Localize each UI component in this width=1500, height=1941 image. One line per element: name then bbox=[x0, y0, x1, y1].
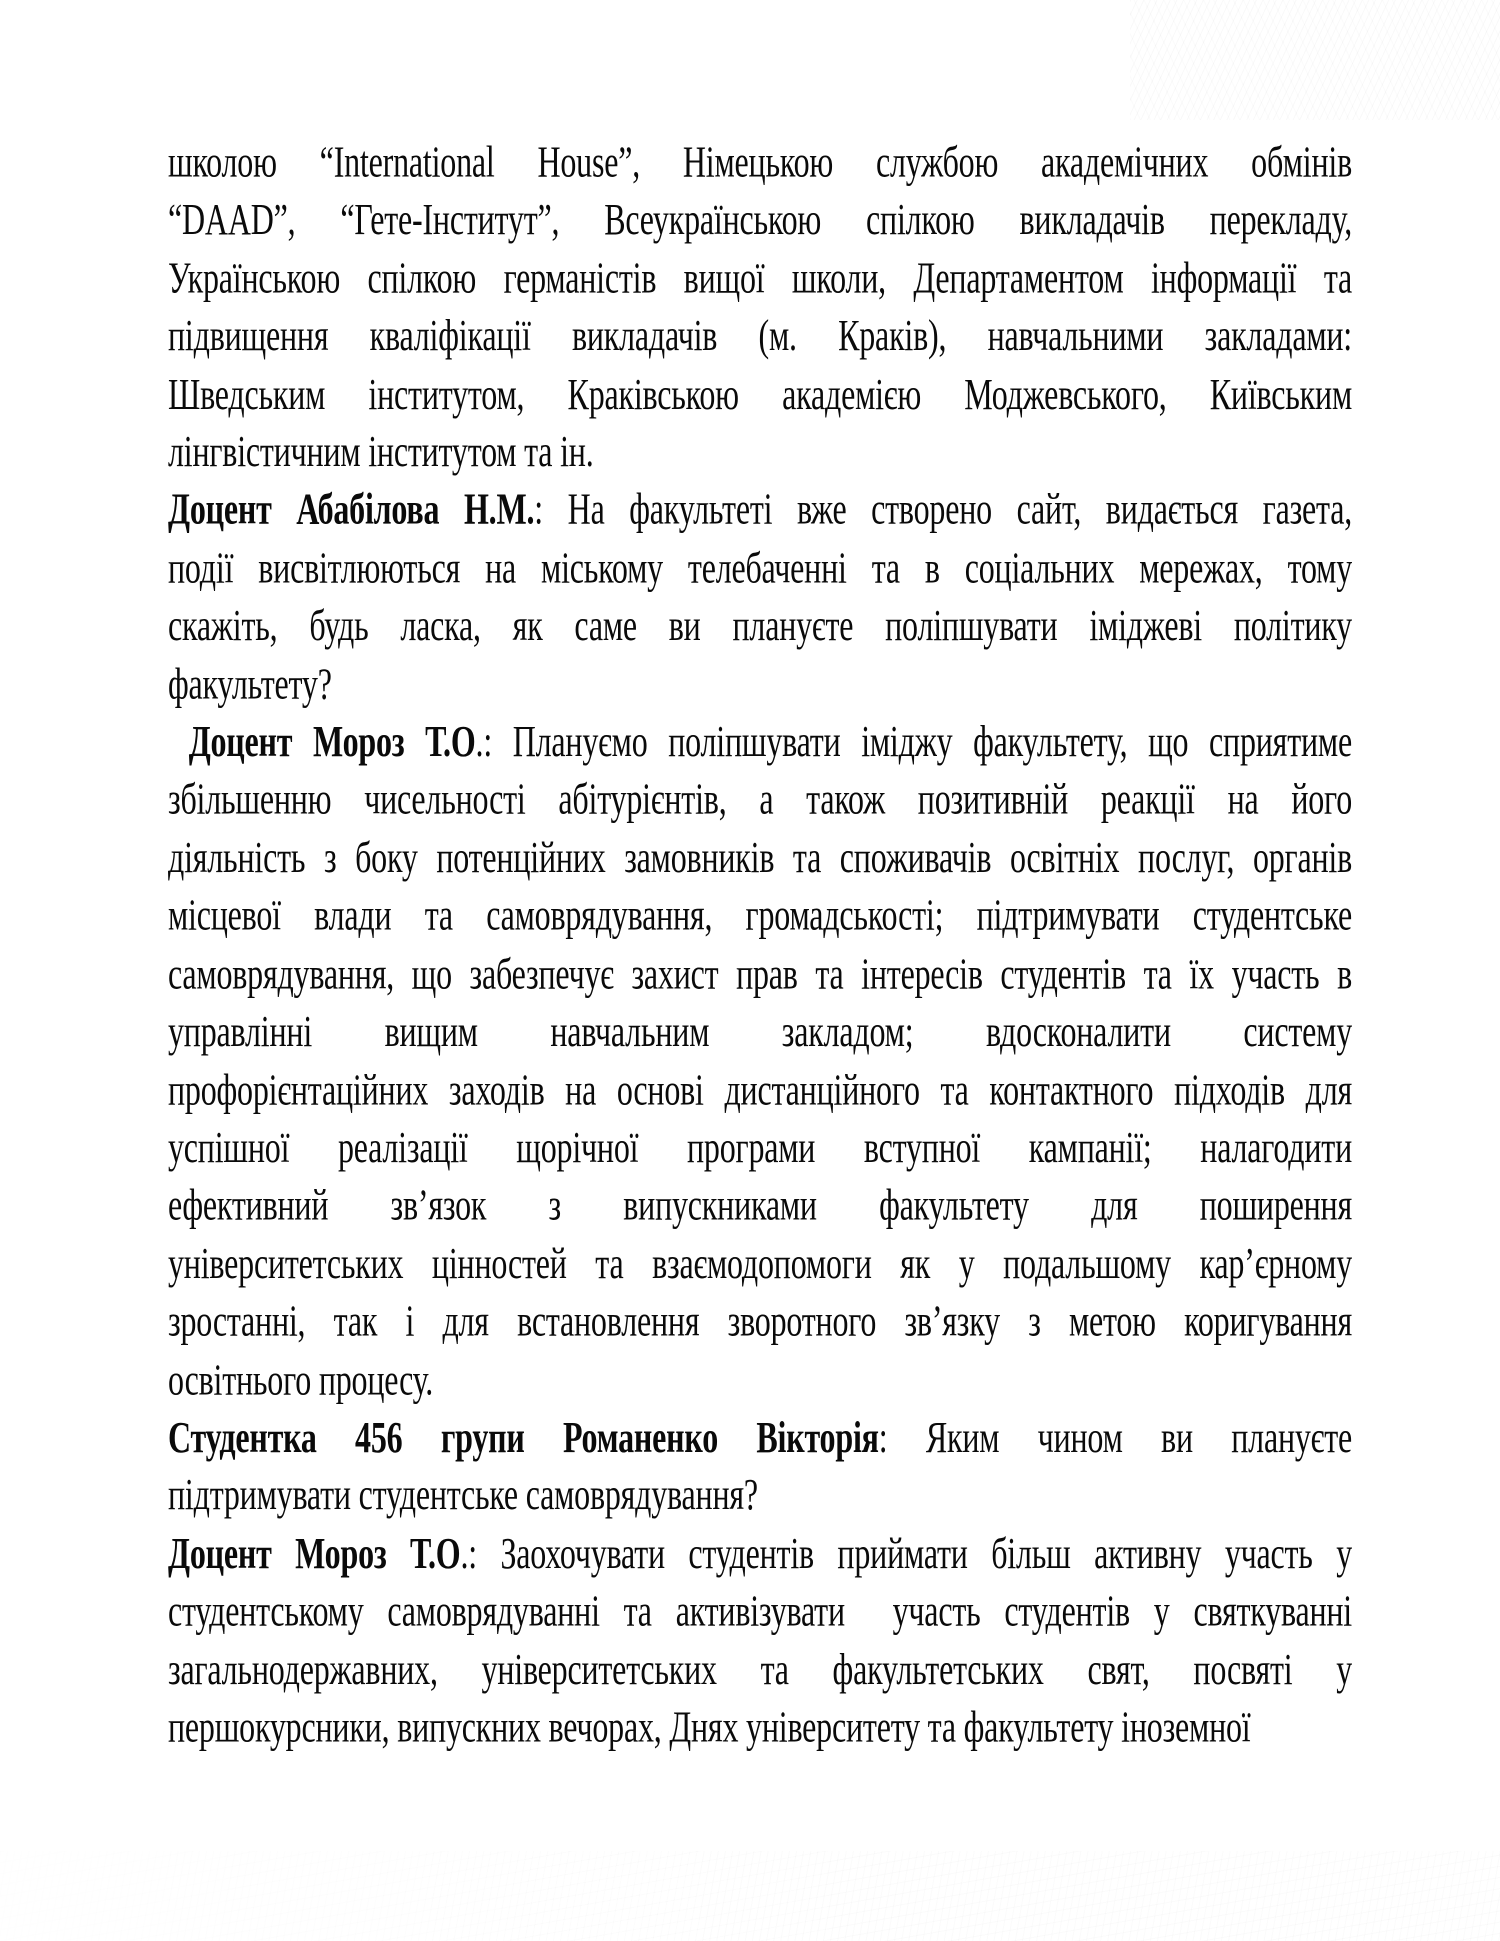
text-segment: успішної реалізації щорічної програми вступної кампанії; налагодити bbox=[168, 1121, 1352, 1172]
text-segment: школою “International House”, Німецькою службою академічних обмінів bbox=[168, 135, 1352, 187]
text-segment: освітнього процесу. bbox=[168, 1353, 434, 1404]
text-line bbox=[168, 1176, 1352, 1234]
text-segment: місцевої влади та самоврядування, громадськості; підтримувати студентське bbox=[168, 889, 1352, 940]
text-line bbox=[168, 1118, 1352, 1176]
text-line bbox=[168, 1408, 1352, 1466]
text-line bbox=[168, 829, 1352, 887]
speaker-name: Доцент Абабілова Н.М. bbox=[168, 483, 535, 535]
text-segment: збільшенню чисельності абітурієнтів, а також позитивній реакції на його bbox=[168, 773, 1352, 824]
text-block bbox=[168, 133, 1352, 1756]
text-line bbox=[168, 249, 1352, 307]
text-line bbox=[168, 1640, 1352, 1698]
text-line bbox=[168, 597, 1352, 655]
text-line bbox=[168, 945, 1352, 1003]
text-line bbox=[168, 481, 1352, 539]
text-segment: управлінні вищим навчальним закладом; вдосконалити систему bbox=[168, 1005, 1352, 1056]
text-line bbox=[168, 1292, 1352, 1350]
text-line bbox=[168, 1061, 1352, 1119]
text-line bbox=[168, 887, 1352, 945]
text-segment: самоврядування, що забезпечує захист прав та інтересів студентів та їх участь в bbox=[168, 947, 1352, 998]
text-segment: .: Заохочувати студентів приймати більш активну участь у bbox=[460, 1527, 1352, 1578]
text-segment: діяльність з боку потенційних замовників та споживачів освітніх послуг, органів bbox=[168, 831, 1352, 882]
text-line bbox=[168, 307, 1352, 365]
text-segment: ефективний зв’язок з випускниками факультету для поширення bbox=[168, 1179, 1352, 1230]
text-segment: профорієнтаційних заходів на основі дистанційного та контактного підходів для bbox=[168, 1063, 1352, 1114]
scan-noise-bottom bbox=[0, 1851, 1500, 1941]
text-line bbox=[168, 1003, 1352, 1061]
speaker-name: Доцент Мороз Т.О bbox=[188, 715, 476, 766]
text-segment: університетських цінностей та взаємодопомоги як у подальшому кар’єрному bbox=[168, 1237, 1352, 1288]
text-segment: .: Плануємо поліпшувати іміджу факультету, що сприятиме bbox=[475, 715, 1352, 766]
text-line bbox=[168, 1582, 1352, 1640]
text-segment: факультету? bbox=[168, 657, 332, 708]
speaker-name: Студентка 456 групи Романенко Вікторія bbox=[168, 1411, 879, 1462]
text-line bbox=[168, 1234, 1352, 1292]
speaker-name: Доцент Мороз Т.О bbox=[168, 1527, 461, 1578]
paragraph-question-ababilova bbox=[168, 481, 1352, 713]
paragraph-answer-moroz-image bbox=[168, 713, 1352, 1409]
text-line bbox=[168, 365, 1352, 423]
text-segment: Шведським інститутом, Краківською академією Моджевського, Київським bbox=[168, 367, 1352, 419]
text-segment bbox=[168, 715, 189, 765]
text-segment: : Яким чином ви плануєте bbox=[878, 1411, 1352, 1462]
paragraph-partners-list-continuation bbox=[168, 133, 1352, 481]
text-segment: підвищення кваліфікації викладачів (м. Краків), навчальними закладами: bbox=[168, 309, 1352, 361]
paragraph-answer-moroz-selfgovernance bbox=[168, 1524, 1352, 1756]
text-line bbox=[168, 1524, 1352, 1582]
text-segment: підтримувати студентське самоврядування? bbox=[168, 1469, 758, 1520]
text-line bbox=[168, 655, 1352, 713]
text-segment: першокурсники, випускних вечорах, Днях університету та факультету іноземної bbox=[168, 1700, 1251, 1752]
text-line bbox=[168, 1350, 1352, 1408]
text-line bbox=[168, 191, 1352, 249]
text-segment: “DAAD”, “Гете-Інститут”, Всеукраїнською спілкою викладачів перекладу, bbox=[168, 193, 1352, 245]
text-segment: події висвітлюються на міському телебаченні та в соціальних мережах, тому bbox=[168, 541, 1352, 592]
paragraph-question-romanenko bbox=[168, 1408, 1352, 1524]
text-line bbox=[168, 539, 1352, 597]
text-line bbox=[168, 771, 1352, 829]
text-line bbox=[168, 713, 1352, 771]
text-segment: загальнодержавних, університетських та факультетських свят, посвяті у bbox=[168, 1642, 1352, 1694]
text-line bbox=[168, 423, 1352, 481]
text-segment: студентському самоврядуванні та активізувати участь студентів у святкуванні bbox=[168, 1585, 1352, 1636]
text-line bbox=[168, 1698, 1352, 1756]
text-segment: зростанні, так і для встановлення зворотного зв’язку з метою коригування bbox=[168, 1295, 1352, 1346]
text-line bbox=[168, 133, 1352, 191]
text-line bbox=[168, 1466, 1352, 1524]
text-segment: скажіть, будь ласка, як саме ви плануєте поліпшувати іміджеві політику bbox=[168, 599, 1352, 650]
text-segment: Українською спілкою германістів вищої школи, Департаментом інформації та bbox=[168, 251, 1352, 303]
text-segment: : На факультеті вже створено сайт, видається газета, bbox=[534, 483, 1352, 535]
text-segment: лінгвістичним інститутом та ін. bbox=[168, 425, 594, 477]
scan-noise-top-right bbox=[1130, 0, 1500, 120]
